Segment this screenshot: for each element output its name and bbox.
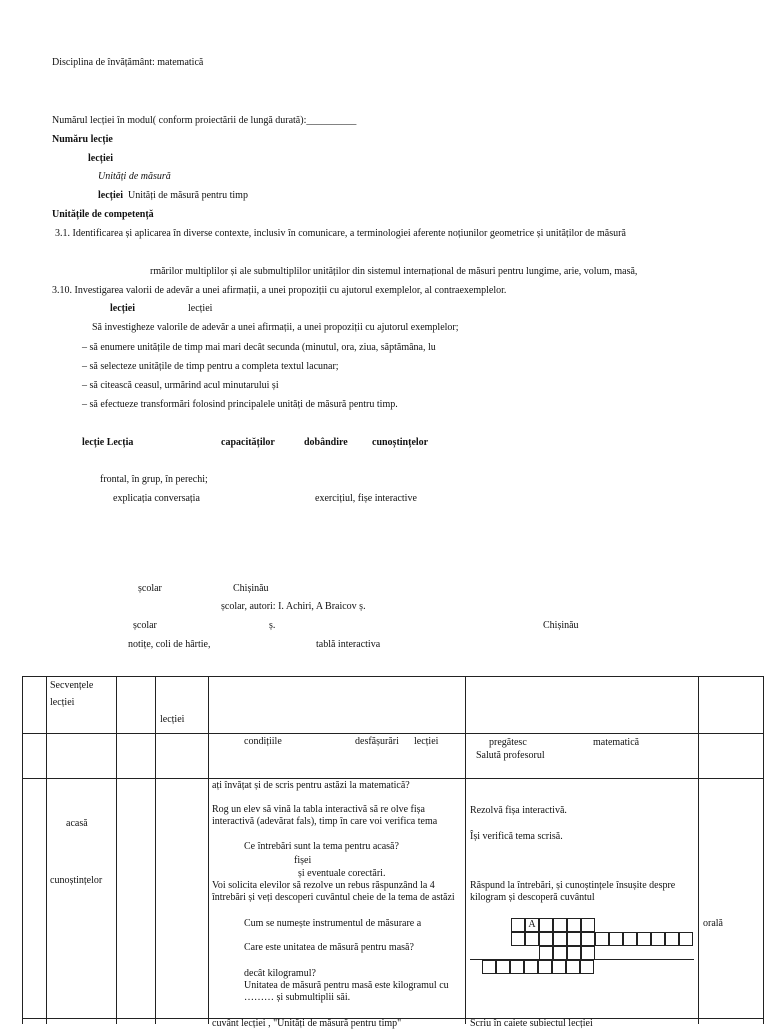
lesson-topic-value: Unități de măsură pentru timp: [127, 190, 248, 201]
crossword-cell: [595, 932, 609, 946]
crossword-cell: [552, 960, 566, 974]
row1-lectiei: lecției: [414, 736, 439, 747]
row1-pregatesc: pregătesc: [489, 737, 527, 748]
row2-teacher-p3: Ce întrebări sunt la tema pentru acasă?: [244, 841, 399, 852]
row3-student-partial: Scriu în caiete subiectul lecției: [470, 1018, 593, 1029]
crossword-cell: A: [525, 918, 539, 932]
lesson-number-label: Număru lecție: [52, 134, 113, 145]
crossword-cell: [637, 932, 651, 946]
row2-teacher-p1: ați învățat și de scris pentru astăzi la matematică?: [212, 780, 410, 791]
table-line: [698, 676, 699, 1024]
crossword-cell: [511, 932, 525, 946]
crossword-cell: [581, 946, 595, 960]
table-header-secvente: Secvențele lecției: [50, 680, 94, 708]
crossword-cell: [538, 960, 552, 974]
resource-s: ș.: [269, 620, 276, 631]
row1-desfasurari: desfășurări: [355, 736, 399, 747]
crossword-cell: [482, 960, 496, 974]
competence-title: Unitățile de competență: [52, 209, 154, 220]
crossword-cell: [525, 932, 539, 946]
objective-2: – să enumere unitățile de timp mai mari decât secunda (minutul, ora, ziua, săptămâna, lu: [82, 342, 436, 353]
methods-a: explicația conversația: [113, 493, 200, 504]
row1-conditiile: condițiile: [244, 736, 282, 747]
methods-b: exercițiul, fișe interactive: [315, 493, 417, 504]
crossword-cell: [566, 960, 580, 974]
table-line: [155, 676, 156, 1024]
crossword-cell: [651, 932, 665, 946]
table-line: [22, 778, 764, 779]
crossword-cell: [539, 918, 553, 932]
resource-materials-b: tablă interactiva: [316, 639, 381, 650]
row2-teacher-p9: decât kilogramul?: [244, 968, 316, 979]
lesson-topic-label: lecției: [98, 190, 123, 201]
crossword-cell: [665, 932, 679, 946]
resource-scolar-1: școlar: [138, 583, 162, 594]
table-line: [46, 676, 47, 1024]
table-line: [763, 676, 764, 1024]
row2-teacher-p4: fișei: [294, 855, 312, 866]
table-line: [208, 676, 209, 1024]
table-line: [116, 676, 117, 1024]
crossword-cell: [581, 932, 595, 946]
crossword-cell: [567, 932, 581, 946]
objectives-label-a: lecției: [110, 303, 135, 314]
crossword-cell: [539, 946, 553, 960]
row1-matematica: matematică: [593, 737, 640, 748]
crossword-cell: [524, 960, 538, 974]
crossword-cell: [539, 932, 553, 946]
objectives-label-b: lecției: [188, 303, 213, 314]
row2-student-e1: Rezolvă fișa interactivă.: [470, 805, 567, 816]
resource-chisinau-1: Chișinău: [233, 583, 269, 594]
row2-teacher-p2: Rog un elev să vină la tabla interactivă să re olve fișa interactivă (adevărat fals), timp în care voi verifica tema: [212, 804, 438, 827]
crossword-cell: [609, 932, 623, 946]
row2-evaluation: orală: [703, 918, 723, 929]
resource-scolar-2: școlar: [133, 620, 157, 631]
crossword-cell: [553, 932, 567, 946]
crossword-cell: [510, 960, 524, 974]
crossword-cell: [553, 946, 567, 960]
table-line: [22, 733, 764, 734]
crossword-cell: [581, 918, 595, 932]
competence-multipli: rmărilor multiplilor și ale submultiplilor unităților din sistemul internațional de măsuri pentru lungime, arie, volum, masă,: [150, 266, 638, 277]
row2-teacher-p5: și eventuale corectări.: [298, 868, 386, 879]
crossword-cell: [580, 960, 594, 974]
lesson-number-line: Numărul lecției în modul( conform proiectării de lungă durată):__________: [52, 115, 357, 126]
table-line: [22, 676, 764, 677]
row2-student-e3: Răspund la întrebări, și cunoștințele însușite despre kilogram și descoperă cuvântul: [470, 880, 676, 903]
lesson-topic: [98, 190, 248, 202]
row2-teacher-p8: Care este unitatea de măsură pentru masă?: [244, 942, 414, 953]
discipline-line: Disciplina de învățământ: matematică: [52, 57, 204, 68]
lesson-type-capacitatilor: capacităților: [221, 437, 275, 448]
row2-acasa: acasă: [66, 818, 88, 829]
objective-5: – să efectueze transformări folosind principalele unități de măsură pentru timp.: [82, 399, 398, 410]
crossword-cell: [511, 918, 525, 932]
crossword-cell: [679, 932, 693, 946]
resource-authors: școlar, autori: I. Achiri, A Braicov ș.: [221, 601, 366, 612]
lesson-type-dobandire: dobândire: [304, 437, 348, 448]
lesson-type-label: lecție Lecția: [82, 437, 134, 448]
crossword-cell: [567, 918, 581, 932]
resource-materials-a: notițe, coli de hârtie,: [128, 639, 211, 650]
crossword-cell: [553, 918, 567, 932]
objective-3: – să selecteze unitățile de timp pentru a completa textul lacunar;: [82, 361, 339, 372]
crossword-cell: [623, 932, 637, 946]
crossword-cell: [567, 946, 581, 960]
objective-1: Să investigheze valorile de adevăr a unei afirmații, a unei propoziții cu ajutorul exemplelor;: [92, 322, 459, 333]
lesson-type-cunostintelor: cunoștințelor: [372, 437, 429, 448]
competence-3-1: 3.1. Identificarea și aplicarea în diverse contexte, inclusiv în comunicare, a terminologiei aferente noțiunilor geometrice și unităților de măsură: [55, 228, 626, 239]
row2-teacher-p7: Cum se numește instrumentul de măsurare a: [244, 918, 422, 929]
row1-saluta: Salută profesorul: [476, 750, 545, 761]
competence-3-10: 3.10. Investigarea valorii de adevăr a unei afirmații, a unei propoziții cu ajutorul exemplelor, al contraexemplelor.: [52, 285, 507, 296]
row3-teacher-partial: cuvânt lecției , "Unități de măsură pentru timp": [212, 1018, 402, 1029]
organisation-forms: frontal, în grup, în perechi;: [100, 474, 208, 485]
objective-4: – să citească ceasul, urmărind acul minutarului și: [82, 380, 279, 391]
row2-teacher-p10: Unitatea de măsură pentru masă este kilogramul cu ……… și submultiplii săi.: [244, 980, 449, 1003]
lesson-subject-label: lecției: [88, 153, 113, 164]
crossword-line: [470, 959, 694, 960]
row2-cunostintelor: cunoștințelor: [50, 875, 103, 886]
resource-chisinau-2: Chișinău: [543, 620, 579, 631]
table-header-lectiei: lecției: [160, 714, 185, 725]
row2-teacher-p6: Voi solicita elevilor să rezolve un rebus răspunzând la 4 întrebări și veți descoperi cuvântul cheie de la tema de astăzi: [212, 880, 455, 903]
row2-student-e2: Își verifică tema scrisă.: [470, 831, 563, 842]
crossword-cell: [496, 960, 510, 974]
table-line: [465, 676, 466, 1024]
table-line: [22, 676, 23, 1024]
unit-title: Unități de măsură: [98, 171, 171, 182]
